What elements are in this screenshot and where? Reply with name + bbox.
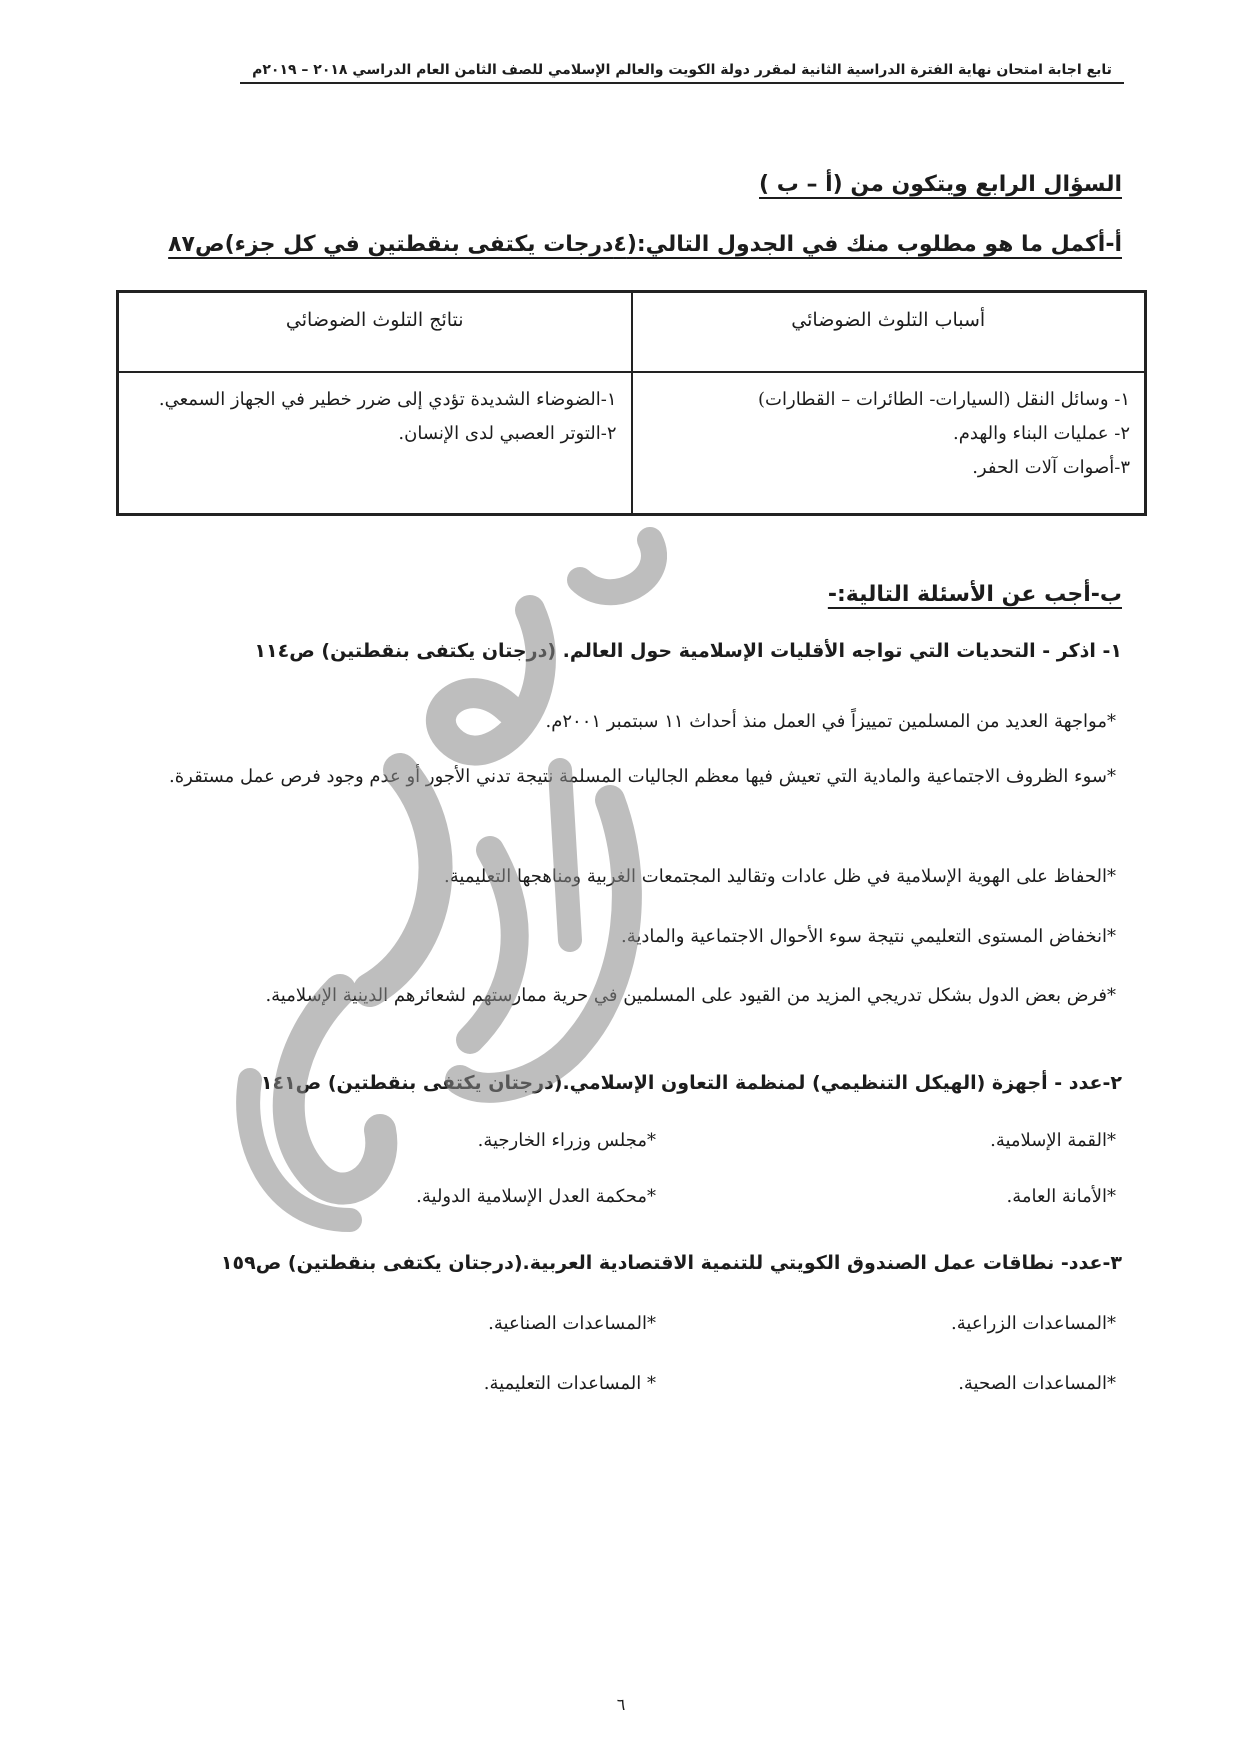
- effect-item: ٢-التوتر العصبي لدى الإنسان.: [398, 423, 617, 444]
- answer-row: [360, 1186, 1116, 1230]
- question4-title: السؤال الرابع ويتكون من (أ – ب ): [759, 172, 1122, 197]
- answer-item: *سوء الظروف الاجتماعية والمادية التي تعيش فيها معظم الجاليات المسلمة نتيجة تدني الأجور أو عدم وجود فرص عمل مستقرة.: [169, 766, 1116, 787]
- page-number: ٦: [616, 1695, 626, 1714]
- table-header-row: [118, 292, 1146, 373]
- effects-column-header: نتائج التلوث الضوضائي: [118, 292, 632, 373]
- answer-item: *مواجهة العديد من المسلمين تمييزاً في العمل منذ أحداث ١١ سبتمبر ٢٠٠١م.: [545, 711, 1116, 732]
- causes-column-header: أسباب التلوث الضوضائي: [632, 292, 1146, 373]
- cause-item: ٣-أصوات آلات الحفر.: [972, 457, 1130, 478]
- answer-item: *محكمة العدل الإسلامية الدولية.: [416, 1186, 656, 1207]
- causes-cell: [632, 372, 1146, 515]
- answer-item: *الأمانة العامة.: [1006, 1186, 1116, 1207]
- answer-item: *فرض بعض الدول بشكل تدريجي المزيد من القيود على المسلمين في حرية ممارستهم لشعائرهم الدينية الإسلامية.: [265, 985, 1116, 1006]
- effect-item: ١-الضوضاء الشديدة تؤدي إلى ضرر خطير في الجهاز السمعي.: [158, 389, 617, 410]
- answer-item: * المساعدات التعليمية.: [483, 1373, 656, 1394]
- question-b1: ١- اذكر - التحديات التي تواجه الأقليات الإسلامية حول العالم. (درجتان يكتفى بنقطتين) ص١١٤: [254, 640, 1122, 662]
- answer-item: *مجلس وزراء الخارجية.: [477, 1130, 656, 1151]
- answer-item: *المساعدات الصناعية.: [488, 1313, 656, 1334]
- cause-item: ٢- عمليات البناء والهدم.: [953, 423, 1130, 444]
- noise-pollution-table: [116, 290, 1147, 516]
- answer-item: *الحفاظ على الهوية الإسلامية في ظل عادات وتقاليد المجتمعات الغربية ومناهجها التعليمية.: [444, 866, 1116, 887]
- cause-item: ١- وسائل النقل (السيارات- الطائرات – القطارات): [758, 389, 1130, 410]
- part-b-title: ب-أجب عن الأسئلة التالية:-: [827, 582, 1122, 607]
- answer-row: [360, 1313, 1116, 1357]
- document-header: تابع اجابة امتحان نهاية الفترة الدراسية الثانية لمقرر دولة الكويت والعالم الإسلامي للصف الثامن العام الدراسي ٢٠١٨ – ٢٠١٩م: [240, 62, 1124, 84]
- effects-cell: [118, 372, 632, 515]
- answer-item: *المساعدات الصحية.: [958, 1373, 1116, 1394]
- answer-row: [360, 1373, 1116, 1417]
- answer-item: *القمة الإسلامية.: [990, 1130, 1116, 1151]
- answer-item: *المساعدات الزراعية.: [951, 1313, 1116, 1334]
- answer-row: [360, 1130, 1116, 1174]
- question-b2: ٢-عدد - أجهزة (الهيكل التنظيمي) لمنظمة التعاون الإسلامي.(درجتان يكتفى بنقطتين) ص١٤١: [260, 1072, 1122, 1094]
- table-row: [118, 372, 1146, 515]
- question-b3: ٣-عدد- نطاقات عمل الصندوق الكويتي للتنمية الاقتصادية العربية.(درجتان يكتفى بنقطتين) ص١٥٩: [220, 1252, 1122, 1274]
- part-a-title: أ-أكمل ما هو مطلوب منك في الجدول التالي:(٤درجات يكتفى بنقطتين في كل جزء)ص٨٧: [168, 232, 1122, 257]
- answer-item: *انخفاض المستوى التعليمي نتيجة سوء الأحوال الاجتماعية والمادية.: [621, 926, 1116, 947]
